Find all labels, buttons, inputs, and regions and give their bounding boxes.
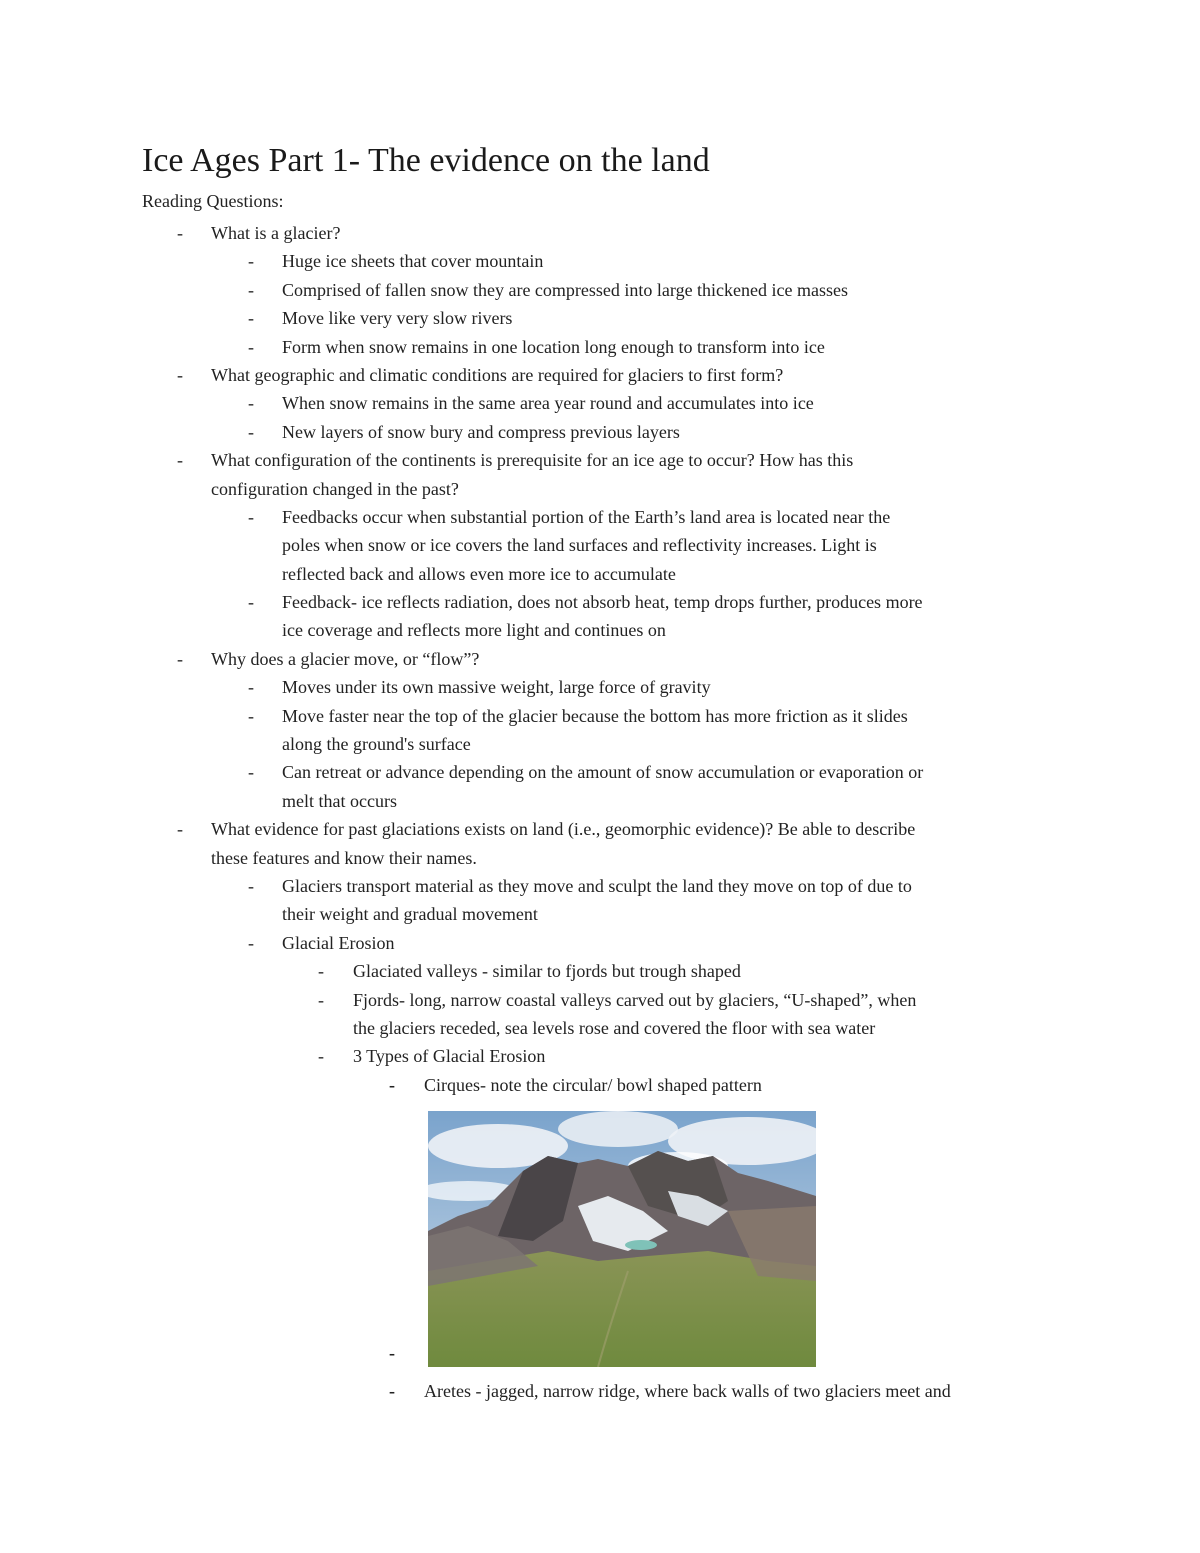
list-item	[0, 1042, 1200, 1070]
bullet-dash: -	[248, 875, 254, 896]
bullet-dash: -	[248, 932, 254, 953]
bullet-dash: -	[318, 989, 324, 1010]
list-item-continuation: configuration changed in the past?	[211, 478, 459, 499]
bullet-dash: -	[248, 251, 254, 272]
bullet-dash: -	[248, 421, 254, 442]
list-item	[0, 276, 1200, 304]
list-item-continuation: poles when snow or ice covers the land surfaces and reflectivity increases. Light is	[282, 535, 877, 556]
list-item	[0, 673, 1200, 701]
bullet-dash: -	[318, 961, 324, 982]
list-item	[0, 872, 1200, 900]
list-item-continuation: along the ground's surface	[282, 734, 471, 755]
bullet-dash: -	[248, 279, 254, 300]
bullet-dash: -	[389, 1343, 395, 1364]
list-item	[0, 1377, 1200, 1405]
list-item-text: New layers of snow bury and compress previous layers	[282, 421, 680, 442]
bullet-dash: -	[177, 450, 183, 471]
list-item	[0, 844, 1200, 872]
list-item	[0, 503, 1200, 531]
list-item	[0, 929, 1200, 957]
list-item-continuation: reflected back and allows even more ice to accumulate	[282, 563, 676, 584]
list-item	[0, 1014, 1200, 1042]
list-item-text: Glaciated valleys - similar to fjords but trough shaped	[353, 961, 741, 982]
list-item-text: Comprised of fallen snow they are compressed into large thickened ice masses	[282, 279, 848, 300]
list-item-text: Glaciers transport material as they move and sculpt the land they move on top of due to	[282, 875, 912, 896]
bullet-dash: -	[248, 506, 254, 527]
bullet-dash: -	[248, 677, 254, 698]
bullet-dash: -	[177, 223, 183, 243]
list-item	[0, 475, 1200, 503]
bullet-dash: -	[177, 364, 183, 385]
bullet-dash: -	[248, 705, 254, 726]
bullet-dash: -	[177, 819, 183, 840]
list-item	[0, 418, 1200, 446]
list-item-continuation: these features and know their names.	[211, 847, 477, 868]
list-item	[0, 361, 1200, 389]
bullet-dash: -	[248, 762, 254, 783]
list-item	[0, 531, 1200, 559]
list-item-continuation: their weight and gradual movement	[282, 904, 538, 925]
bullet-dash: -	[318, 1046, 324, 1067]
list-item-text: Glacial Erosion	[282, 932, 395, 953]
list-item-continuation: ice coverage and reflects more light and continues on	[282, 620, 666, 641]
list-item-continuation: melt that occurs	[282, 790, 397, 811]
list-item-text: Why does a glacier move, or “flow”?	[211, 648, 480, 669]
outline-list	[0, 219, 1200, 1406]
list-item-text: What geographic and climatic conditions are required for glaciers to first form?	[211, 364, 784, 385]
list-item-text: Move like very very slow rivers	[282, 308, 513, 329]
list-item-text: 3 Types of Glacial Erosion	[353, 1046, 546, 1067]
list-item-text: Feedback- ice reflects radiation, does not absorb heat, temp drops further, produces more	[282, 592, 923, 613]
list-item	[0, 560, 1200, 588]
list-item	[0, 304, 1200, 332]
list-item-text: Feedbacks occur when substantial portion of the Earth’s land area is located near the	[282, 506, 891, 527]
list-item	[0, 219, 1200, 247]
list-item	[0, 900, 1200, 928]
section-heading: Reading Questions:	[142, 191, 284, 211]
bullet-dash: -	[248, 393, 254, 414]
list-item	[0, 730, 1200, 758]
list-item-text: What configuration of the continents is prerequisite for an ice age to occur? How has this	[211, 450, 854, 471]
list-item	[0, 815, 1200, 843]
list-item-text: Aretes - jagged, narrow ridge, where back walls of two glaciers meet and	[424, 1381, 951, 1402]
list-item	[0, 389, 1200, 417]
list-item	[0, 986, 1200, 1014]
bullet-dash: -	[248, 308, 254, 329]
list-item	[0, 1071, 1200, 1099]
list-item-text: Huge ice sheets that cover mountain	[282, 251, 544, 272]
list-item	[0, 446, 1200, 474]
list-item	[0, 787, 1200, 815]
list-item	[0, 333, 1200, 361]
list-item	[0, 957, 1200, 985]
list-item	[0, 247, 1200, 275]
list-item	[0, 758, 1200, 786]
bullet-dash: -	[177, 648, 183, 669]
list-item	[0, 702, 1200, 730]
bullet-dash: -	[389, 1074, 395, 1095]
list-item-continuation: the glaciers receded, sea levels rose and covered the floor with sea water	[353, 1017, 876, 1038]
list-item	[0, 616, 1200, 644]
list-item-text: When snow remains in the same area year round and accumulates into ice	[282, 393, 814, 414]
bullet-dash: -	[389, 1381, 395, 1402]
list-item-text: Can retreat or advance depending on the amount of snow accumulation or evaporation or	[282, 762, 924, 783]
list-item	[0, 588, 1200, 616]
list-item-text: Fjords- long, narrow coastal valleys carved out by glaciers, “U-shaped”, when	[353, 989, 917, 1010]
page-title: Ice Ages Part 1- The evidence on the land	[142, 142, 710, 179]
list-item-text: Cirques- note the circular/ bowl shaped pattern	[424, 1074, 762, 1095]
bullet-dash: -	[248, 592, 254, 613]
list-item-text: Form when snow remains in one location long enough to transform into ice	[282, 336, 825, 357]
bullet-dash: -	[248, 336, 254, 357]
list-item-text: What is a glacier?	[211, 223, 341, 243]
list-item-text: Move faster near the top of the glacier because the bottom has more friction as it slides	[282, 705, 908, 726]
cirque-photo	[428, 1111, 816, 1367]
list-item-text: What evidence for past glaciations exists on land (i.e., geomorphic evidence)? Be able to describe	[211, 819, 916, 840]
list-item-text: Moves under its own massive weight, large force of gravity	[282, 677, 711, 698]
list-item	[0, 645, 1200, 673]
figure-list-item	[0, 1099, 1200, 1377]
